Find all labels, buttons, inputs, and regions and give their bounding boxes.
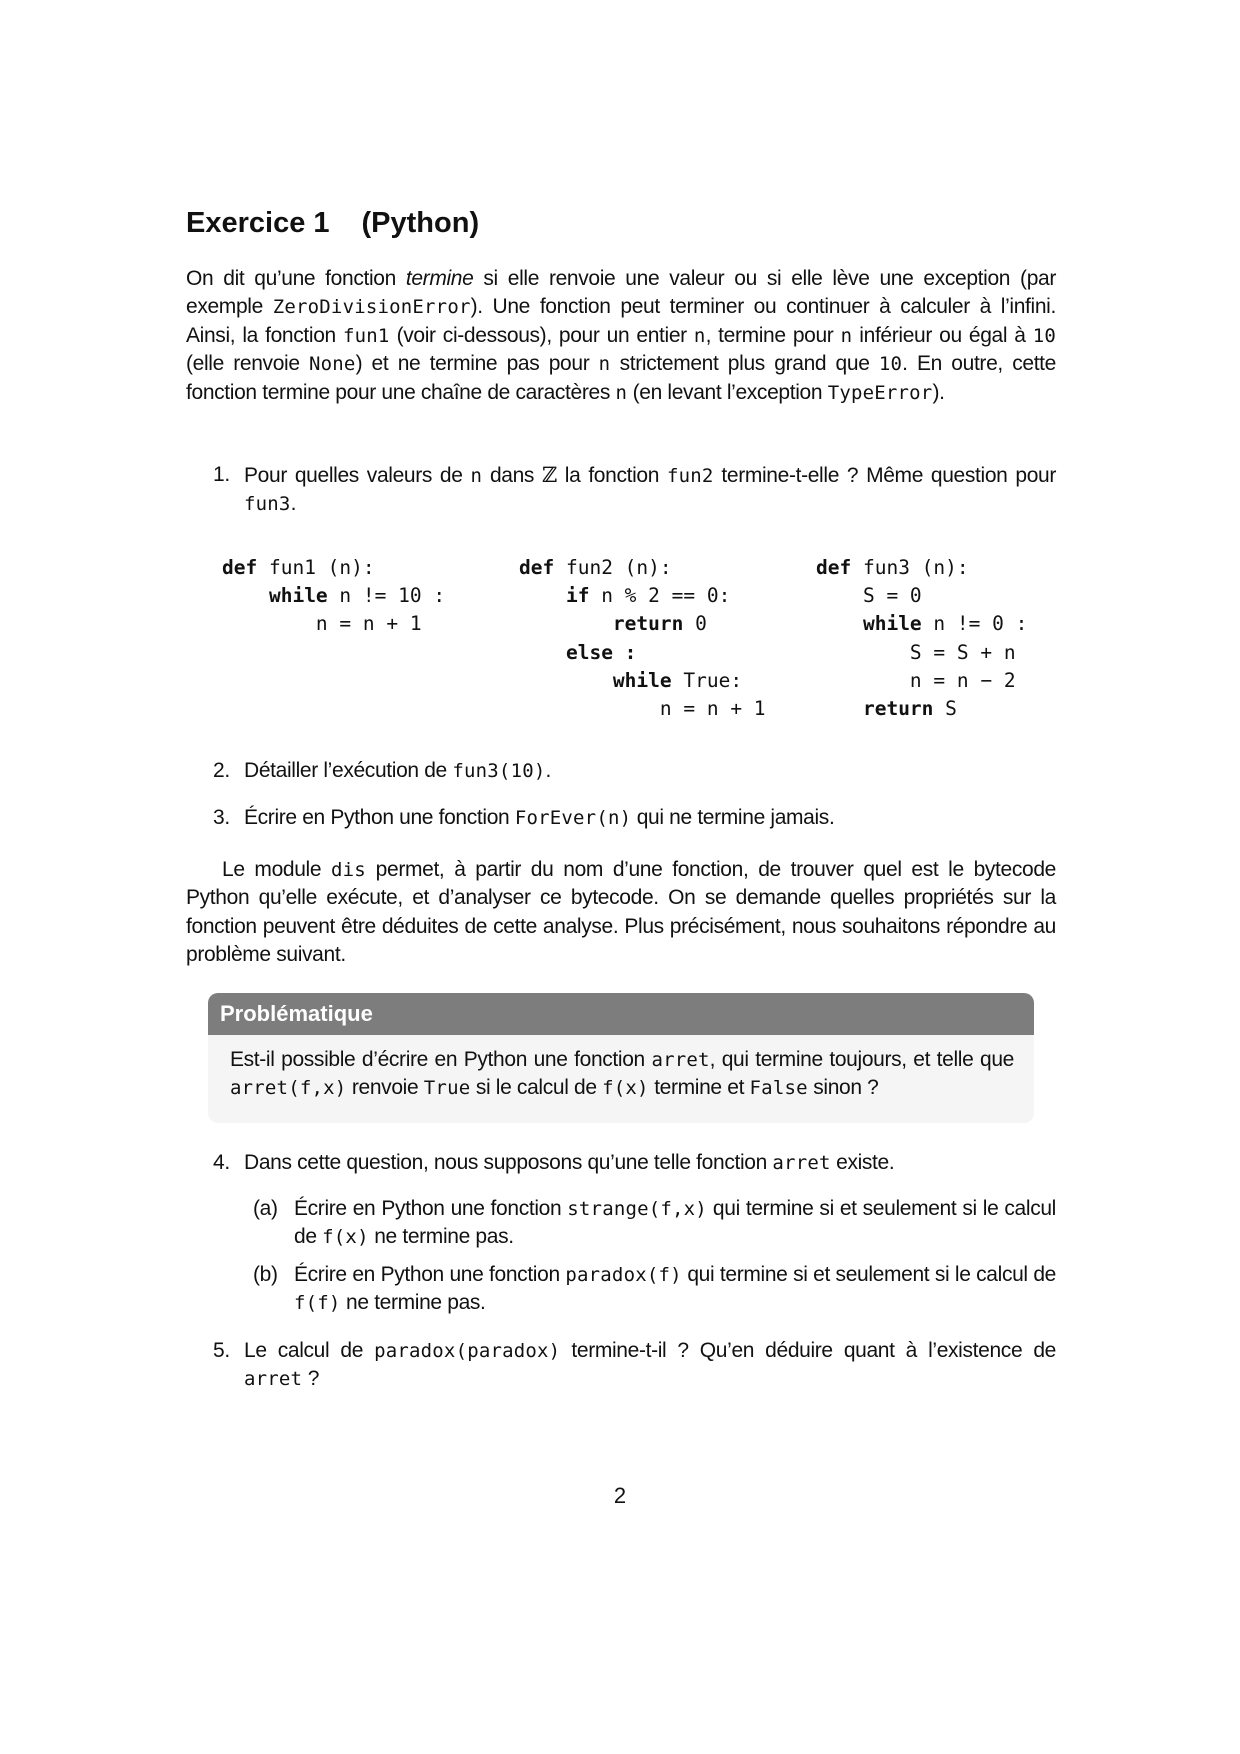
question-text: Écrire en Python une fonction ForEver(n) qui ne termine jamais.: [244, 806, 835, 829]
subquestion-text: Écrire en Python une fonction paradox(f) qui termine si et seulement si le calcul de f(f) ne termine pas.: [294, 1263, 1056, 1315]
code-indent: [519, 612, 613, 635]
inline-code: f(x): [322, 1226, 369, 1249]
inline-code: strange(f,x): [567, 1198, 707, 1220]
inline-code: False: [749, 1077, 808, 1100]
code-line: [519, 667, 809, 695]
question-number: 5.: [213, 1339, 230, 1362]
code-indent: [519, 697, 660, 720]
code-indent: [816, 697, 863, 720]
inline-code: arret: [244, 1368, 303, 1391]
inline-code: fun3: [244, 493, 291, 516]
code-keyword: if: [565, 584, 590, 608]
inline-code: n: [693, 324, 706, 347]
code-keyword: while: [612, 668, 672, 692]
code-keyword: return: [862, 697, 934, 721]
inline-code: fun1: [342, 324, 390, 347]
question-number: 3.: [213, 806, 230, 829]
inline-code: 10: [878, 353, 903, 376]
code-block-fun3: [816, 554, 1106, 723]
code-line: [519, 695, 809, 723]
code-indent: [519, 669, 613, 692]
code-text: S = S + n: [909, 640, 1016, 664]
code-text: 0: [683, 612, 707, 636]
code-keyword: while: [268, 584, 328, 608]
code-line: [816, 695, 1106, 723]
inline-code: n: [615, 381, 628, 404]
problem-box: [208, 993, 1034, 1123]
code-line: [519, 582, 809, 610]
problem-box-title: Problématique: [208, 993, 1034, 1035]
code-keyword: return: [612, 612, 684, 636]
code-keyword: def: [519, 556, 555, 579]
inline-code: paradox(paradox): [374, 1340, 561, 1362]
question-number: 4.: [213, 1151, 230, 1174]
code-text: S: [933, 697, 957, 721]
code-line: [816, 639, 1106, 667]
subquestion-label: (a): [253, 1197, 278, 1220]
code-text: n = n − 2: [909, 668, 1016, 692]
code-text: n % 2 == 0:: [589, 584, 731, 608]
inline-code: arret: [772, 1152, 831, 1174]
code-line: [222, 554, 512, 582]
code-indent: [222, 612, 316, 635]
code-keyword: def: [222, 556, 258, 579]
code-text: n != 10 :: [327, 584, 446, 608]
question-number: 1.: [213, 463, 230, 486]
emphasis-termine: termine: [405, 267, 474, 290]
inline-code: TypeError: [827, 381, 933, 404]
inline-code: dis: [330, 859, 366, 881]
code-text: fun2 (n):: [554, 556, 672, 579]
inline-code: arret(f,x): [230, 1077, 347, 1100]
code-line: [816, 667, 1106, 695]
code-indent: [816, 584, 863, 607]
question-text: Dans cette question, nous supposons qu’une telle fonction arret existe.: [244, 1151, 895, 1174]
code-text: n != 0 :: [921, 612, 1028, 636]
code-indent: [519, 584, 566, 607]
inline-code: ZeroDivisionError: [272, 296, 471, 319]
inline-code: arret: [651, 1049, 710, 1071]
inline-code: n: [840, 324, 853, 347]
code-text: n = n + 1: [659, 697, 766, 721]
code-keyword: while: [862, 612, 922, 636]
code-line: [519, 639, 809, 667]
code-indent: [519, 641, 566, 664]
inline-code: paradox(f): [565, 1264, 682, 1286]
code-block-fun2: [519, 554, 809, 723]
code-text: True:: [671, 668, 743, 692]
code-keyword: else :: [565, 640, 637, 664]
subquestion-text: Écrire en Python une fonction strange(f,x) qui termine si et seulement si le calcul de f(x) ne termine pas.: [294, 1197, 1056, 1249]
subquestion-label: (b): [253, 1263, 278, 1286]
code-block-fun1: [222, 554, 512, 639]
code-indent: [816, 641, 910, 664]
inline-code: 10: [1032, 324, 1056, 347]
code-text: fun3 (n):: [851, 556, 969, 579]
question-text: Le calcul de paradox(paradox) termine-t-il ? Qu’en déduire quant à l’existence de arret ?: [244, 1339, 1056, 1391]
code-indent: [222, 584, 269, 607]
inline-code: fun3(10): [452, 760, 546, 782]
inline-code: ForEver(n): [514, 807, 632, 829]
code-line: [519, 554, 809, 582]
code-text: fun1 (n):: [257, 556, 375, 579]
inline-code: f(f): [294, 1292, 341, 1315]
code-text: n = n + 1: [315, 612, 422, 636]
inline-code: fun2: [666, 465, 714, 487]
inline-code: n: [598, 353, 611, 376]
question-text: Pour quelles valeurs de n dans ℤ la fonction fun2 termine-t-elle ? Même question pour fun3.: [244, 463, 1056, 516]
inline-code: f(x): [602, 1077, 649, 1100]
inline-code: True: [423, 1077, 471, 1100]
code-indent: [816, 612, 863, 635]
code-line: [816, 610, 1106, 638]
question-text: Détailler l’exécution de fun3(10).: [244, 759, 551, 782]
exercise-label: Exercice 1: [186, 207, 330, 239]
dis-paragraph: Le module dis permet, à partir du nom d’une fonction, de trouver quel est le bytecode Python qu’elle exécute, et d’analyser ce bytecode. On se demande quelles propriétés sur la fonction peuvent être déduites de cette analyse. Plus précisément, nous souhaitons répondre au problème suivant.: [186, 858, 1056, 967]
code-line: [222, 610, 512, 638]
code-line: [816, 554, 1106, 582]
exercise-title: [186, 203, 479, 243]
code-line: [519, 610, 809, 638]
question-number: 2.: [213, 759, 230, 782]
inline-code: n: [470, 465, 483, 487]
code-line: [222, 582, 512, 610]
page-number: 2: [613, 1483, 627, 1508]
code-indent: [816, 669, 910, 692]
exercise-subject: (Python): [361, 207, 480, 239]
code-text: S = 0: [862, 584, 922, 608]
code-line: [816, 582, 1106, 610]
inline-code: None: [309, 353, 356, 376]
intro-paragraph: On dit qu’une fonction termine si elle renvoie une valeur ou si elle lève une exception (par exemple ZeroDivisionError). Une fonction peut terminer ou continuer à calculer à l’infini. Ainsi, la fonction fun1 (voir ci-dessous), pour un entier n, termine pour n inférieur ou égal à 10 (elle renvoie None) et ne termine pas pour n strictement plus grand que 10. En outre, cette fonction termine pour une chaîne de caractères n (en levant l’exception TypeError).: [186, 267, 1056, 404]
problem-box-text: Est-il possible d’écrire en Python une fonction arret, qui termine toujours, et telle que arret(f,x) renvoie True si le calcul de f(x) termine et False sinon ?: [230, 1048, 1014, 1100]
integer-set-symbol: ℤ: [541, 463, 557, 487]
code-keyword: def: [816, 556, 852, 579]
